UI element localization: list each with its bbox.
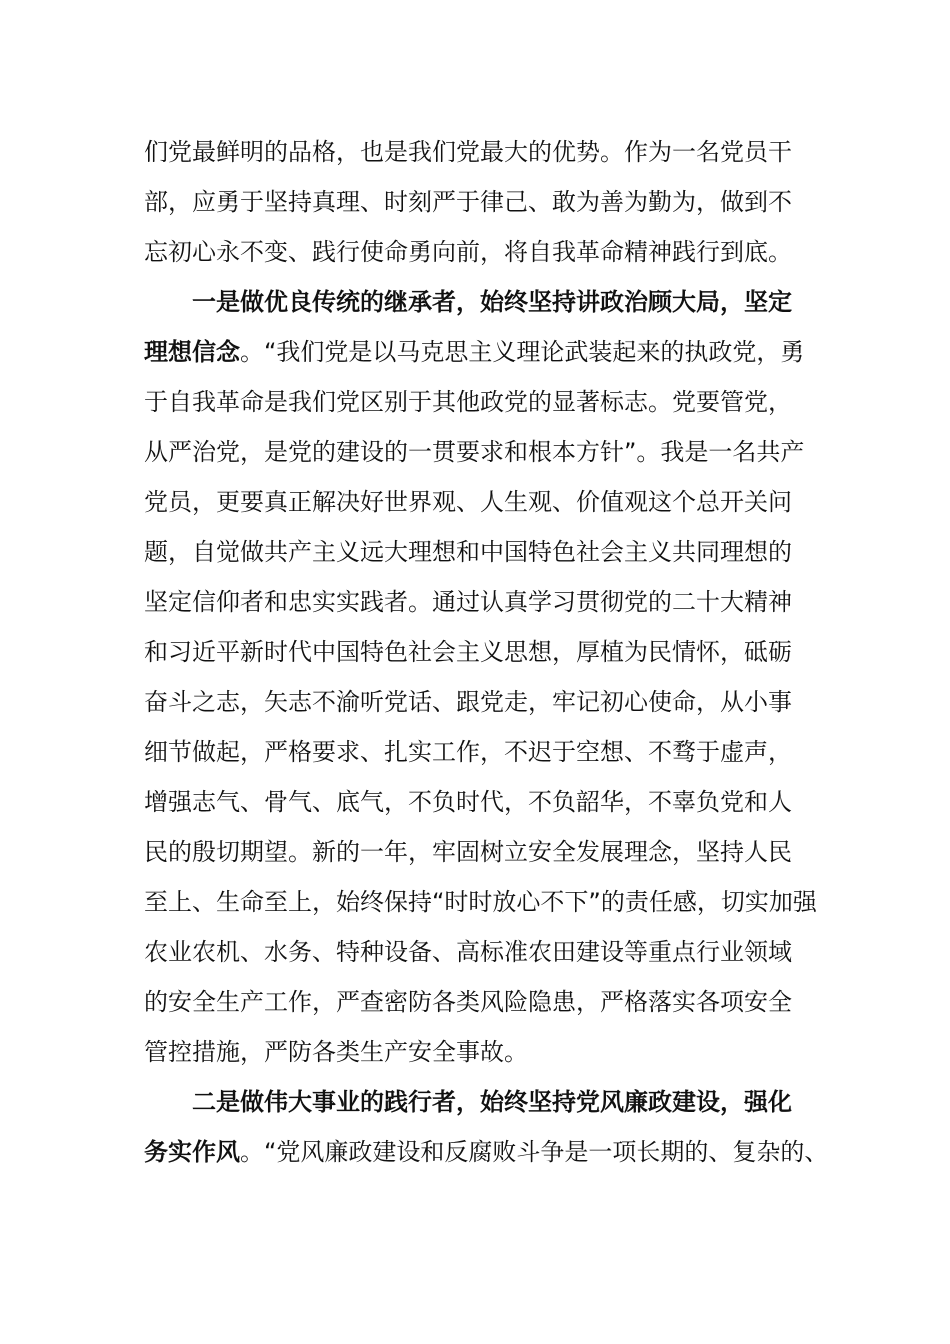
section1-body-line: 于自我革命是我们党区别于其他政党的显著标志。党要管党，: [144, 388, 792, 416]
section1-body-line: 增强志气、骨气、底气，不负时代，不负韶华，不辜负党和人: [144, 788, 792, 816]
section1-line-2-text: 。“我们党是以马克思主义理论武装起来的执政党，勇: [240, 338, 805, 366]
section1-body-line: 农业农机、水务、特种设备、高标准农田建设等重点行业领域: [144, 938, 792, 966]
document-body: [144, 127, 829, 1177]
section1-body-line: 坚定信仰者和忠实实践者。通过认真学习贯彻党的二十大精神: [144, 588, 792, 616]
intro-line-3: 忘初心永不变、践行使命勇向前，将自我革命精神践行到底。: [144, 238, 792, 266]
section2-line-2-text: 。“党风廉政建设和反腐败斗争是一项长期的、复杂的、: [240, 1138, 829, 1166]
section1-body-line: 和习近平新时代中国特色社会主义思想，厚植为民情怀，砥砺: [144, 638, 792, 666]
section2-line-2: [144, 1127, 829, 1177]
section1-heading-end: 理想信念: [144, 338, 240, 366]
section2-heading-line-1: 二是做伟大事业的践行者，始终坚持党风廉政建设，强化: [192, 1088, 792, 1116]
intro-line-1: 们党最鲜明的品格，也是我们党最大的优势。作为一名党员干: [144, 138, 792, 166]
section1-body-line: 从严治党，是党的建设的一贯要求和根本方针”。我是一名共产: [144, 438, 805, 466]
section1-heading-line-1: 一是做优良传统的继承者，始终坚持讲政治顾大局，坚定: [192, 288, 792, 316]
section1-body-line: 细节做起，严格要求、扎实工作，不迟于空想、不骛于虚声，: [144, 738, 792, 766]
section1-body-line: 党员，更要真正解决好世界观、人生观、价值观这个总开关问: [144, 488, 792, 516]
section1-body-line: 奋斗之志，矢志不渝听党话、跟党走，牢记初心使命，从小事: [144, 688, 792, 716]
section2-heading-end: 务实作风: [144, 1138, 240, 1166]
section1-body-line: 至上、生命至上，始终保持“时时放心不下”的责任感，切实加强: [144, 888, 817, 916]
section1-line-2: [144, 327, 814, 377]
section1-body-line: 题，自觉做共产主义远大理想和中国特色社会主义共同理想的: [144, 538, 792, 566]
section1-body-line: 管控措施，严防各类生产安全事故。: [144, 1038, 528, 1066]
intro-line-2: 部，应勇于坚持真理、时刻严于律己、敢为善为勤为，做到不: [144, 188, 792, 216]
section1-body-line: 民的殷切期望。新的一年，牢固树立安全发展理念，坚持人民: [144, 838, 792, 866]
section1-body-line: 的安全生产工作，严查密防各类风险隐患，严格落实各项安全: [144, 988, 792, 1016]
